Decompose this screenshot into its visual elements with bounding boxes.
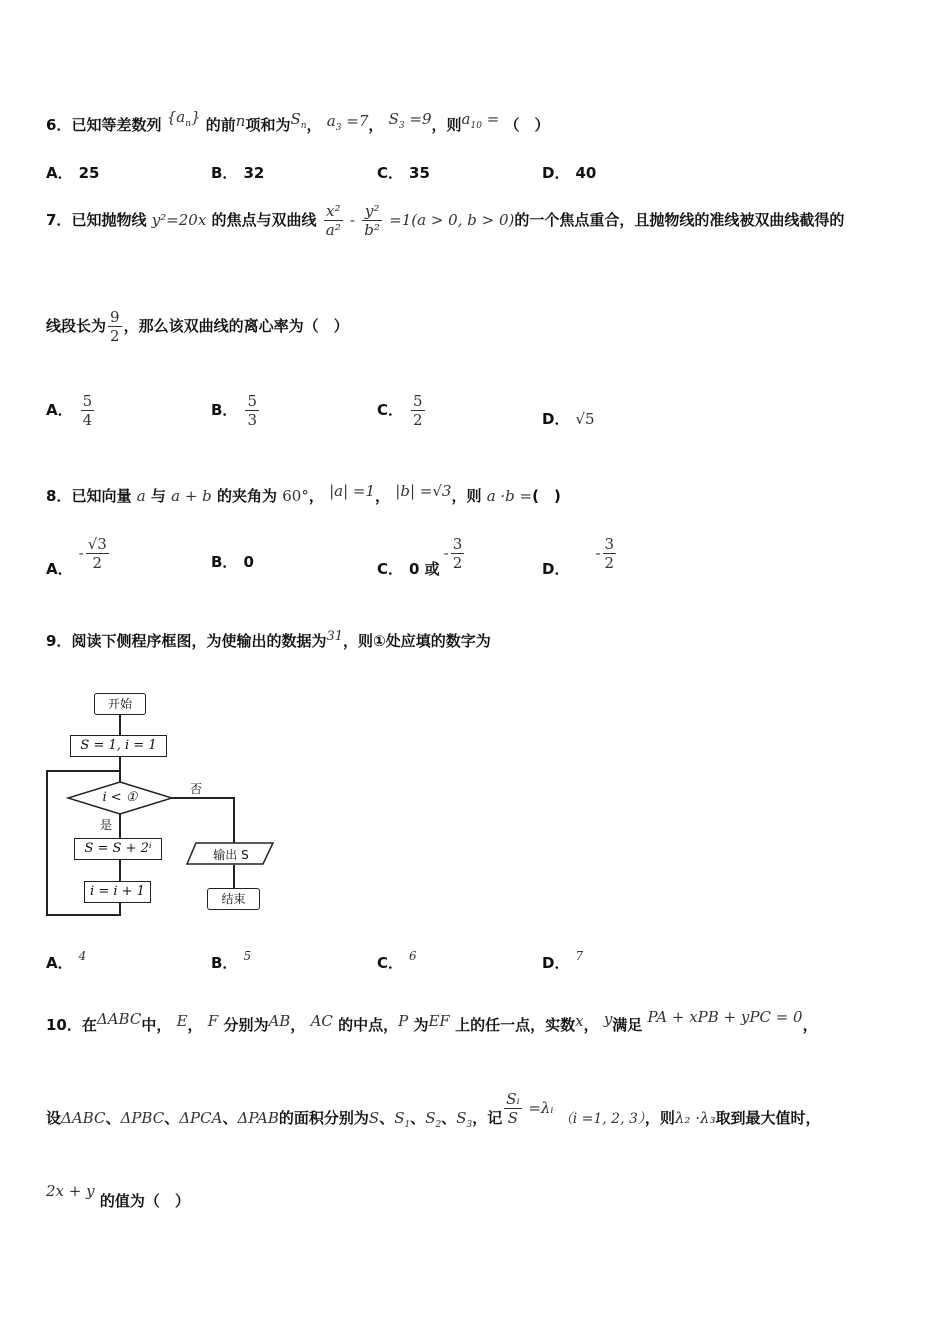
stem-text: 的夹角为 [217,487,278,505]
math-index-cond: （i =1, 2, 3） [558,1111,645,1127]
flow-cond: i < ① [102,790,138,805]
punct: ， [375,487,391,505]
math-S2: $S_2$ [425,1109,442,1130]
math-tri-PBC: ΔPBC [120,1109,165,1127]
frac-y2-b2: $\frac{\text{y²}}{\text{b²}}$ [364,202,380,239]
math-a3: $a_3 =7$ [326,112,369,133]
stem-text: ，则 [451,487,482,505]
stem-text: 满足 [612,1016,643,1034]
math-31: 31 [326,629,343,644]
stem-text: 的一个焦点重合，且抛物线的准线被双曲线截得的 [514,211,845,229]
math-vec-a: a [136,487,146,505]
math-y: y [603,1010,613,1028]
answer-blank: ( ) [532,487,561,505]
flow-yes-label: 是 [100,818,113,832]
math-seq: $\{a_n\}$ [166,108,201,129]
question-7-stem-line2 [46,308,349,345]
stem-text: 上的任一点，实数 [455,1016,576,1034]
flow-step2: i = i + 1 [84,881,151,903]
stem-text: 的面积分别为 [278,1109,369,1127]
math-Sn: $S_n$ [290,110,307,131]
flow-loop-line [46,770,48,916]
q9-option-a[interactable]: A． $^4$ [46,949,87,972]
frac-Si-S: $\frac{\text{Sᵢ}}{S}$ [506,1090,520,1127]
math-AB: AB [268,1012,291,1030]
math-S: S [368,1109,380,1127]
punct: ， [308,487,324,505]
math-S1: $S_1$ [394,1109,411,1130]
flow-arrow [119,714,121,735]
flow-line [233,797,235,843]
punct: 、 [441,1109,457,1127]
stem-text: ，则①处应填的数字为 [343,632,491,650]
punct: 、 [105,1109,121,1127]
q6-option-d[interactable]: D． 40 [542,164,597,182]
question-10-stem-line2 [46,1090,821,1137]
flow-arrow [119,814,121,838]
question-number: 6． [46,116,72,134]
question-number: 9． [46,632,72,650]
q7-option-a[interactable]: A． $\frac{5}{4}$ [46,392,93,429]
q6-option-b[interactable]: B． 32 [211,164,265,182]
math-angle: 60° [282,487,309,505]
flow-output: 输出 S [213,848,249,862]
math-F: F [207,1012,219,1030]
question-8-stem [46,482,561,506]
q7-option-d[interactable]: D． √5 [542,410,595,428]
flow-no-label: 否 [190,782,203,796]
math-triangle: ΔABC [96,1010,142,1028]
punct: 、 [410,1109,426,1127]
stem-text: 已知向量 [71,487,132,505]
math-EF: EF [428,1012,450,1030]
math-vec-apb: a + b [171,487,212,505]
q7-option-c[interactable]: C． $\frac{5}{2}$ [377,392,423,429]
flow-end: 结束 [207,888,260,910]
stem-text: ，则 [431,116,462,134]
stem-text: 设 [46,1109,62,1127]
punct: ， [802,1016,818,1034]
punct: 、 [164,1109,180,1127]
stem-text: 的焦点与双曲线 [211,211,317,229]
math-tri-ABC: ΔABC [61,1109,106,1127]
punct: ， [306,116,322,134]
punct: ， [368,116,384,134]
flow-line [172,797,234,799]
q9-option-d[interactable]: D． $^7$ [542,949,584,972]
stem-text: 项和为 [245,116,291,134]
q6-option-c[interactable]: C． 35 [377,164,430,182]
punct: ， [187,1016,203,1034]
math-lambda-product: λ₂ ·λ₃ [674,1109,716,1127]
stem-text: 分别为 [223,1016,269,1034]
math-dot: a ·b = [486,487,533,505]
stem-text: ，则 [644,1109,675,1127]
flow-step1: S = S + 2ⁱ [74,838,162,860]
q7-option-b[interactable]: B． $\frac{5}{3}$ [211,392,257,429]
punct: ， [290,1016,306,1034]
math-E: E [176,1012,188,1030]
question-number: 10． [46,1016,82,1034]
math-lambda: =λᵢ [523,1099,554,1117]
stem-text: 的中点， [338,1016,399,1034]
question-9-stem [46,630,491,651]
frac-9-2: $\frac{9}{2}$ [110,308,120,345]
math-AC: AC [310,1012,333,1030]
stem-text: ，记 [472,1109,503,1127]
q8-option-d[interactable]: D．- $\frac{3}{2}$ [542,535,615,578]
stem-text: 阅读下侧程序框图，为使输出的数据为 [71,632,327,650]
q8-option-b[interactable]: B． 0 [211,553,254,571]
q8-option-a[interactable]: A．- $\frac{√3}{2}$ [46,535,107,578]
q6-option-a[interactable]: A． 25 [46,164,100,182]
question-number: 7． [46,211,72,229]
q9-option-b[interactable]: B． $^5$ [211,949,252,972]
math-tri-PCA: ΔPCA [179,1109,223,1127]
stem-text: 取到最大值时， [715,1109,821,1127]
punct: ， [583,1016,599,1034]
math-a10: $a_{10}$ = [461,110,500,131]
flow-arrow [119,756,121,782]
flow-arrow [119,859,121,881]
flow-start: 开始 [94,693,146,715]
math-x: x [575,1012,584,1030]
math-P: P [398,1012,409,1030]
math-mod-b: |b| =√3 [395,482,452,500]
math-condition: =1(a > 0, b > 0) [389,211,515,229]
stem-text: 为 [413,1016,429,1034]
q8-option-c[interactable]: C． 0 或- $\frac{3}{2}$ [377,535,463,578]
math-mod-a: |a| =1 [329,482,376,500]
stem-text: 在 [81,1016,97,1034]
math-minus: - [349,211,356,229]
stem-text: 线段长为 [46,317,107,335]
question-10-stem-line3 [46,1182,190,1211]
math-vector-equation: PA + xPB + yPC = 0 [647,1008,803,1026]
math-tri-PAB: ΔPAB [237,1109,279,1127]
punct: 、 [379,1109,395,1127]
flow-arrow [233,865,235,888]
stem-text: ，那么该双曲线的离心率为（ ） [123,317,349,335]
punct: 、 [222,1109,238,1127]
math-n: n [235,112,246,130]
question-number: 8． [46,487,72,505]
question-7-stem [46,202,844,239]
frac-x2-a2: $\frac{\text{x²}}{\text{a²}}$ [325,202,341,239]
stem-text: 的前 [205,116,236,134]
stem-text: 与 [150,487,166,505]
flow-loop-line [46,914,121,916]
math-S3: $S_3$ [456,1109,473,1130]
stem-text: 的值为（ ） [99,1192,190,1210]
question-6-stem [46,108,550,137]
stem-text: 中， [141,1016,172,1034]
answer-blank: （ ） [504,116,550,134]
question-10-stem [46,1008,818,1035]
math-S3: $S_3 =9$ [388,110,432,131]
q9-option-c[interactable]: C． $^6$ [377,949,417,972]
math-parabola: y²=20x [151,211,207,229]
flow-loop-line [46,770,120,772]
stem-text: 已知抛物线 [71,211,147,229]
flow-init: S = 1, i = 1 [70,735,167,757]
math-2x-plus-y: 2x + y [46,1182,95,1200]
stem-text: 已知等差数列 [71,116,162,134]
